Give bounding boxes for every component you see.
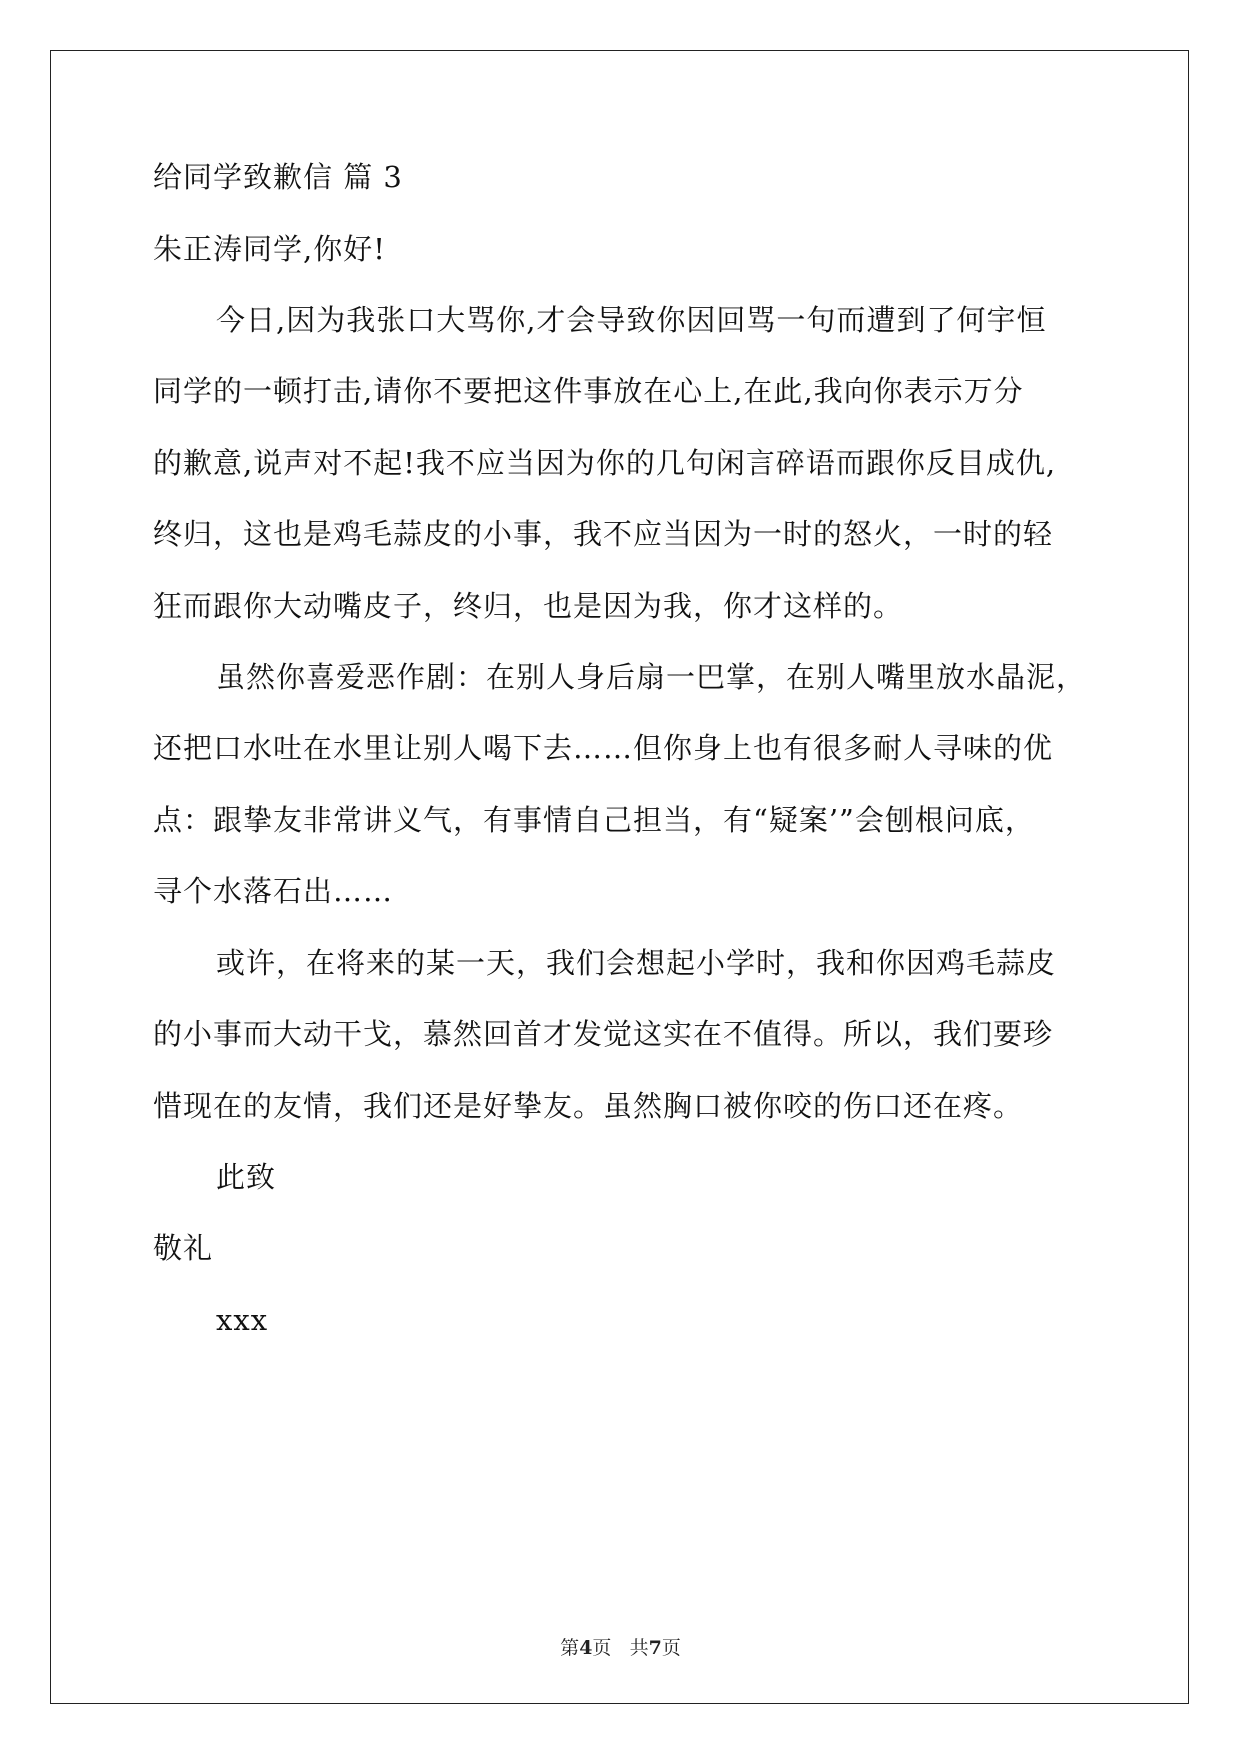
closing-salute: 敬礼 xyxy=(153,1231,214,1265)
body-line-9: 寻个水落石出…… xyxy=(153,874,394,908)
footer-prefix: 第 xyxy=(560,1637,580,1659)
document-title: 给同学致歉信 篇 3 xyxy=(153,160,403,194)
body-line-3: 的歉意,说声对不起!我不应当因为你的几句闲言碎语而跟你反目成仇, xyxy=(153,446,1057,480)
signature: xxx xyxy=(216,1303,269,1337)
body-line-7: 还把口水吐在水里让别人喝下去……但你身上也有很多耐人寻味的优 xyxy=(153,731,1054,765)
body-line-11: 的小事而大动干戈，慕然回首才发觉这实在不值得。所以，我们要珍 xyxy=(153,1017,1054,1051)
salutation: 朱正涛同学,你好! xyxy=(153,232,386,266)
body-line-1: 今日,因为我张口大骂你,才会导致你因回骂一句而遭到了何宇恒 xyxy=(216,303,1047,337)
footer-current-page: 4 xyxy=(579,1637,593,1659)
body-line-6: 虽然你喜爱恶作剧：在别人身后扇一巴掌，在别人嘴里放水晶泥， xyxy=(216,660,1087,694)
footer-total-pages: 7 xyxy=(648,1637,662,1659)
page-footer xyxy=(0,1636,1241,1660)
footer-page-word: 页 xyxy=(592,1637,612,1659)
body-line-4: 终归，这也是鸡毛蒜皮的小事，我不应当因为一时的怒火，一时的轻 xyxy=(153,517,1054,551)
body-line-10: 或许，在将来的某一天，我们会想起小学时，我和你因鸡毛蒜皮 xyxy=(216,946,1057,980)
footer-total-prefix: 共 xyxy=(629,1637,649,1659)
body-line-2: 同学的一顿打击,请你不要把这件事放在心上,在此,我向你表示万分 xyxy=(153,374,1024,408)
closing-regards: 此致 xyxy=(216,1160,277,1194)
body-line-12: 惜现在的友情，我们还是好挚友。虽然胸口被你咬的伤口还在疼。 xyxy=(153,1089,1024,1123)
body-line-5: 狂而跟你大动嘴皮子，终归，也是因为我，你才这样的。 xyxy=(153,589,904,623)
footer-total-suffix: 页 xyxy=(661,1637,681,1659)
body-line-8: 点：跟挚友非常讲义气，有事情自己担当，有“疑案’”会刨根问底， xyxy=(153,803,1035,837)
